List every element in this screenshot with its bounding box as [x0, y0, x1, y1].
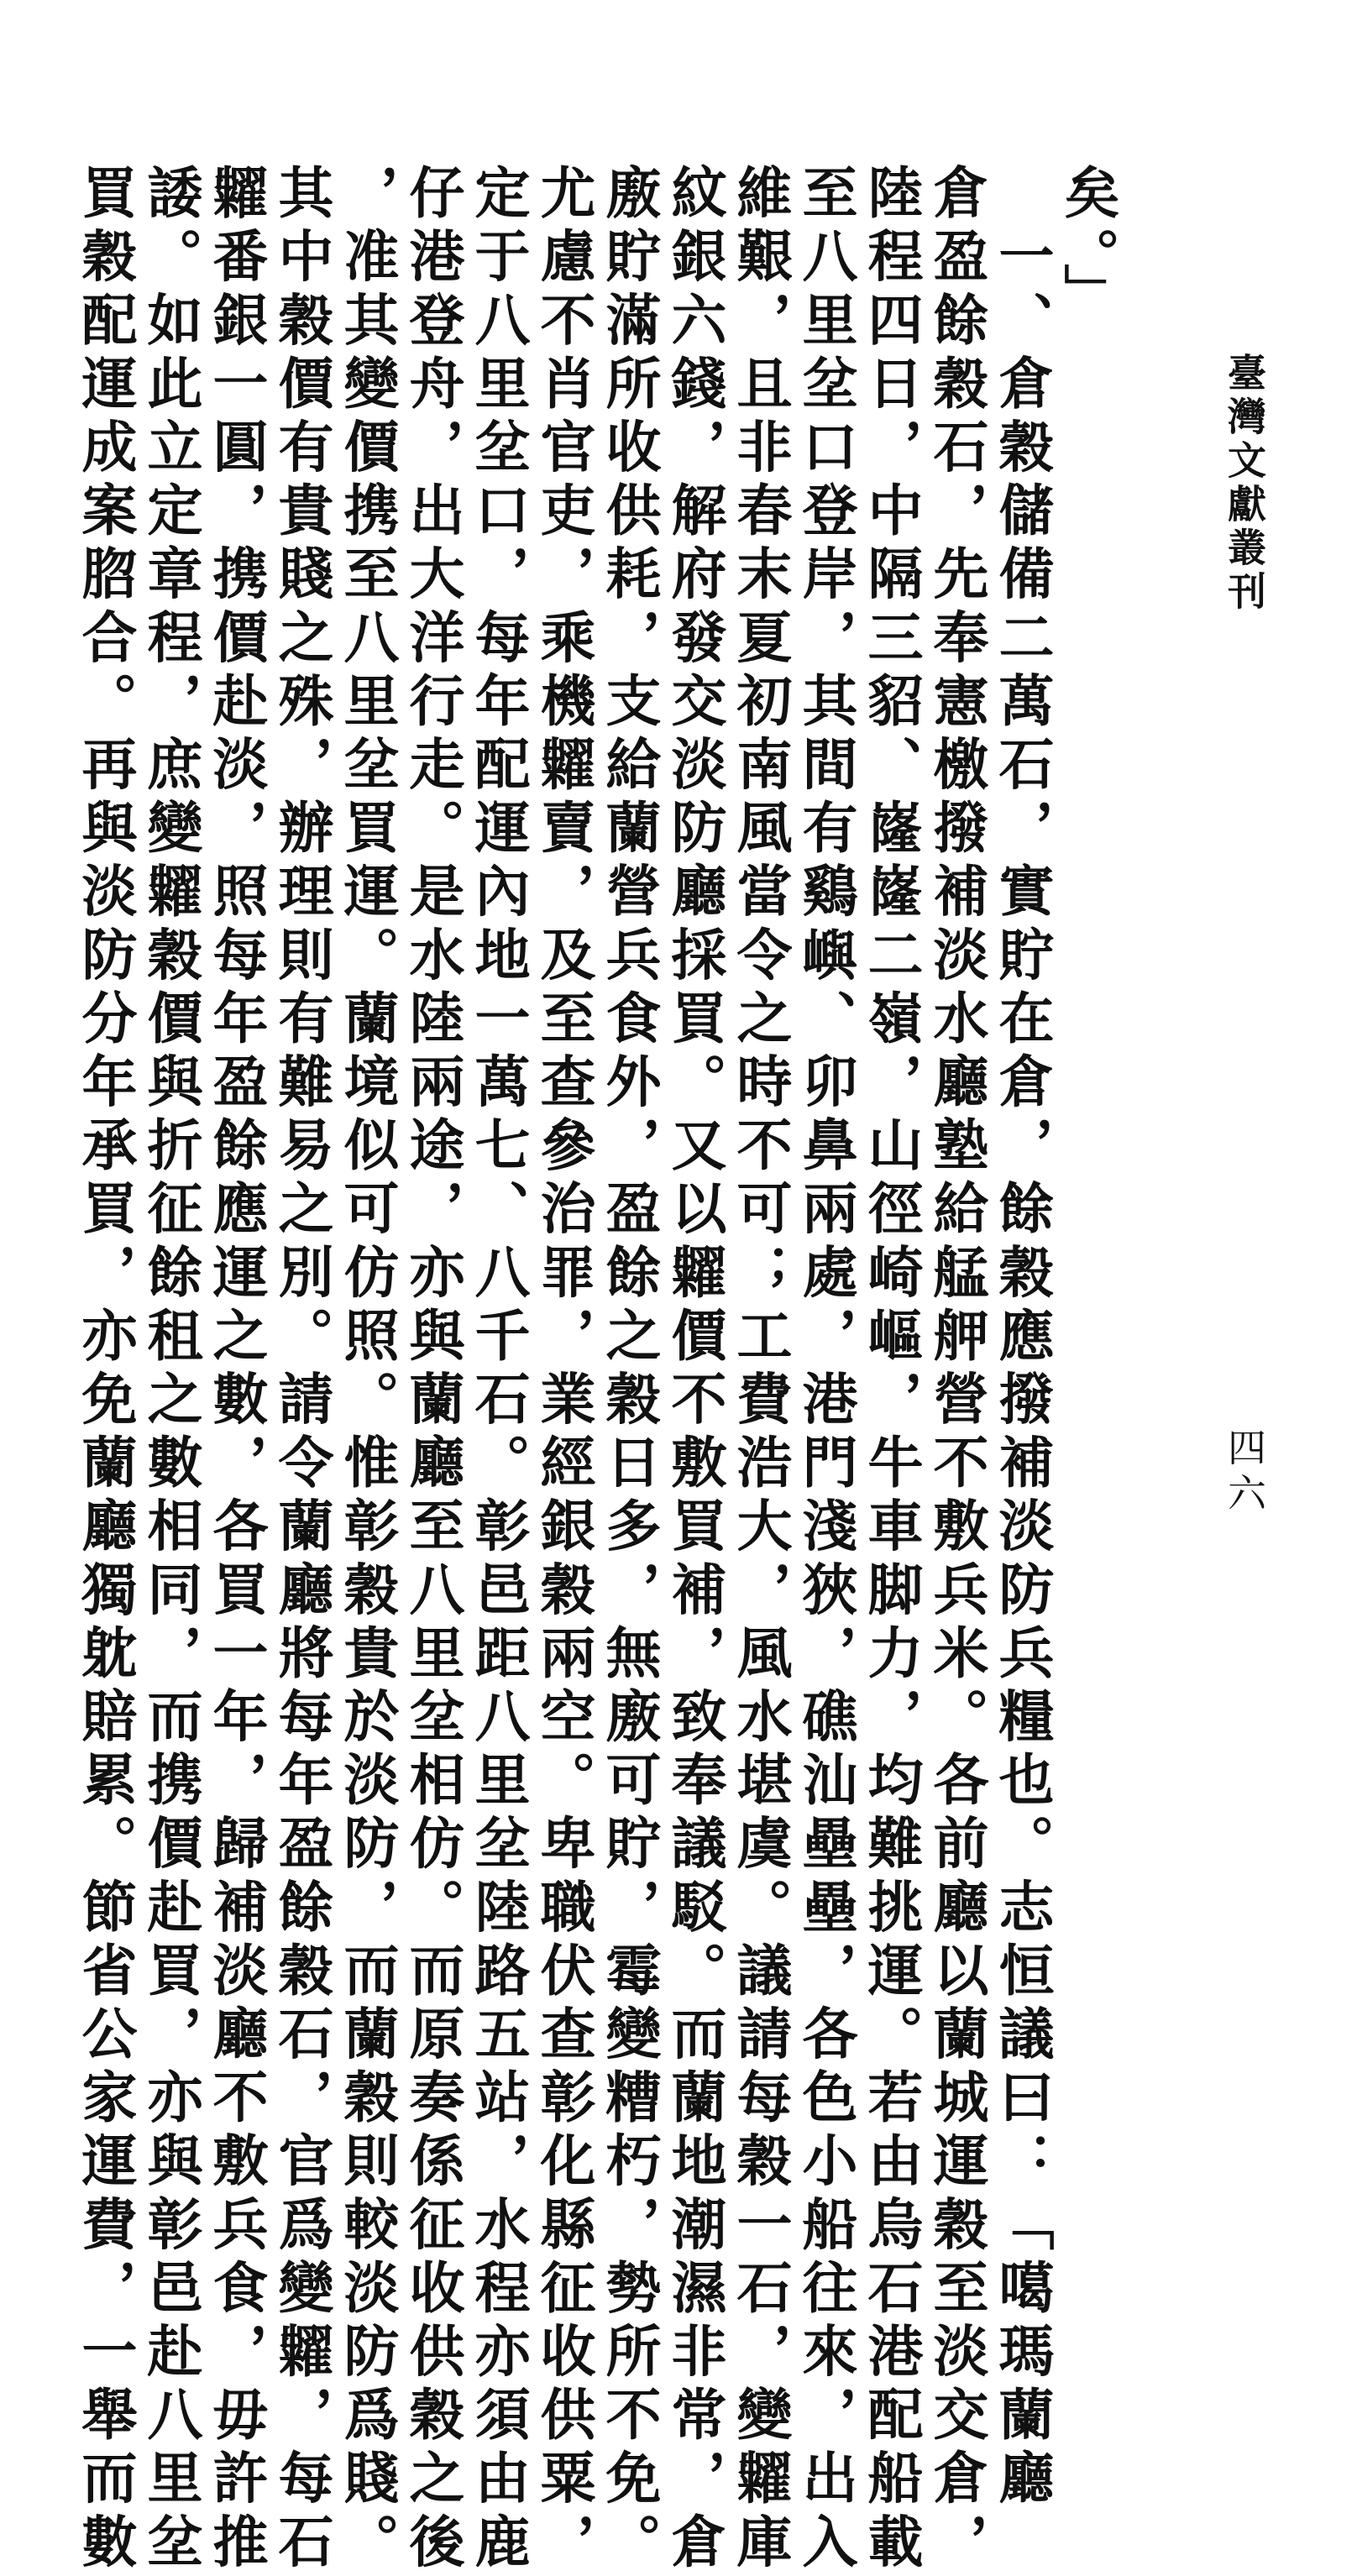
text-line: 定于八里坌口，每年配運內地一萬七、八千石。彰邑距八里坌陸路五站，水程亦須由鹿 [465, 164, 531, 2576]
text-line: 至八里坌口登岸，其間有鷄嶼、卯鼻兩處，港門淺狹，礁汕壘壘，各色小船往來，出入 [793, 164, 858, 2576]
text-line: 一、倉穀儲備二萬石，實貯在倉，餘穀應撥補淡防兵糧也。志恒議曰：「噶瑪蘭廳 [989, 164, 1055, 2513]
text-line: 維艱，且非春末夏初南風當令之時不可；工費浩大，風水堪虞。議請每穀一石，變糶庫 [727, 164, 793, 2576]
text-line: 其中穀價有貴賤之殊，辦理則有難易之別。請令蘭廳將每年盈餘穀石，官爲變糶，每石 [269, 164, 334, 2576]
running-head: 臺灣文獻叢刊 [1222, 353, 1267, 615]
text-line: 廒貯滿所收供耗，支給蘭營兵食外，盈餘之穀日多，無廒可貯，霉變糟朽，勢所不免。 [596, 164, 662, 2576]
text-line: 諉。如此立定章程，庶變糶穀價與折征餘租之數相同，而携價赴買，亦與彰邑赴八里坌 [138, 164, 203, 2576]
text-line: 仔港登舟，出大洋行走。是水陸兩途，亦與蘭廳至八里坌相仿。而原奏係征收供穀之後 [400, 164, 465, 2576]
body-text [72, 164, 1120, 2576]
text-line: 陸程四日，中隔三貂、嶐嶐二嶺，山徑崎嶇，牛車脚力，均難挑運。若由烏石港配船載 [858, 164, 924, 2576]
text-line: 倉盈餘穀石，先奉憲檄撥補淡水廳塾給艋舺營不敷兵米。各前廳以蘭城運穀至淡交倉， [924, 164, 989, 2576]
text-line: ，准其變價携至八里坌買運。蘭境似可仿照。惟彰穀貴於淡防，而蘭穀則較淡防爲賤。 [334, 164, 400, 2576]
text-line: 紋銀六錢，解府發交淡防廳採買。又以糶價不敷買補，致奉議駁。而蘭地潮濕非常，倉 [662, 164, 727, 2576]
text-line: 尤慮不肖官吏，乘機糶賣，及至查參治罪，業經銀穀兩空。卑職伏查彰化縣征收供粟， [531, 164, 596, 2576]
page-number: 四六 [1222, 1427, 1267, 1518]
text-line: 糶番銀一圓，携價赴淡，照每年盈餘應運之數，各買一年，歸補淡廳不敷兵食，毋許推 [203, 164, 269, 2576]
text-line: 買穀配運成案脗合。再與淡防分年承買，亦免蘭廳獨躭賠累。節省公家運費，一舉而數 [72, 164, 138, 2576]
text-line: 矣。」 [1055, 164, 1120, 327]
